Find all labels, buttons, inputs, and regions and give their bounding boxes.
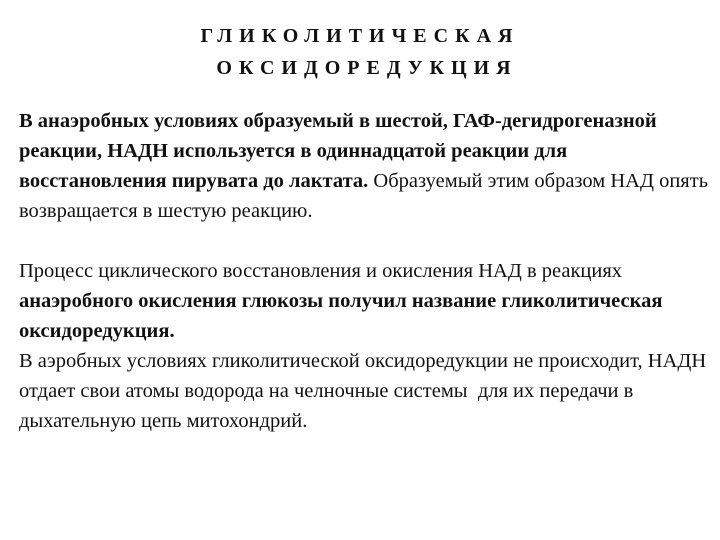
title-line-2: ОКСИДОРЕДУКЦИЯ — [216, 57, 518, 79]
paragraph-aerobic-conditions: В аэробных условиях гликолитической оксидоредукции не происходит, НАДН отдает свои атомы водорода на челночные системы для их передачи в дыхательную цепь митохондрий. — [19, 350, 712, 432]
paragraph-anaerobic-conditions — [19, 106, 709, 226]
paragraph-cyclic-process — [19, 256, 709, 346]
paragraph-2-bold-text: анаэробного окисления глюкозы получил название гликолитическая оксидоредукция. — [19, 290, 663, 342]
title-line-1: ГЛИКОЛИТИЧЕСКАЯ — [200, 25, 520, 47]
paragraph-2-text: Процесс циклического восстановления и окисления НАД в реакциях — [19, 260, 623, 282]
paragraph-1-bold-text: В анаэробных условиях образуемый в шестой, ГАФ-дегидрогеназной реакции, НАДН используется в одиннадцатой реакции для восстановления пирувата до лактата. — [19, 110, 657, 192]
paragraph-spacer — [19, 226, 709, 256]
paragraph-1-text: Образуемый этим образом НАД опять возвращается в шестую реакцию. — [19, 170, 709, 222]
slide-title — [0, 20, 720, 84]
slide-body — [19, 106, 712, 436]
